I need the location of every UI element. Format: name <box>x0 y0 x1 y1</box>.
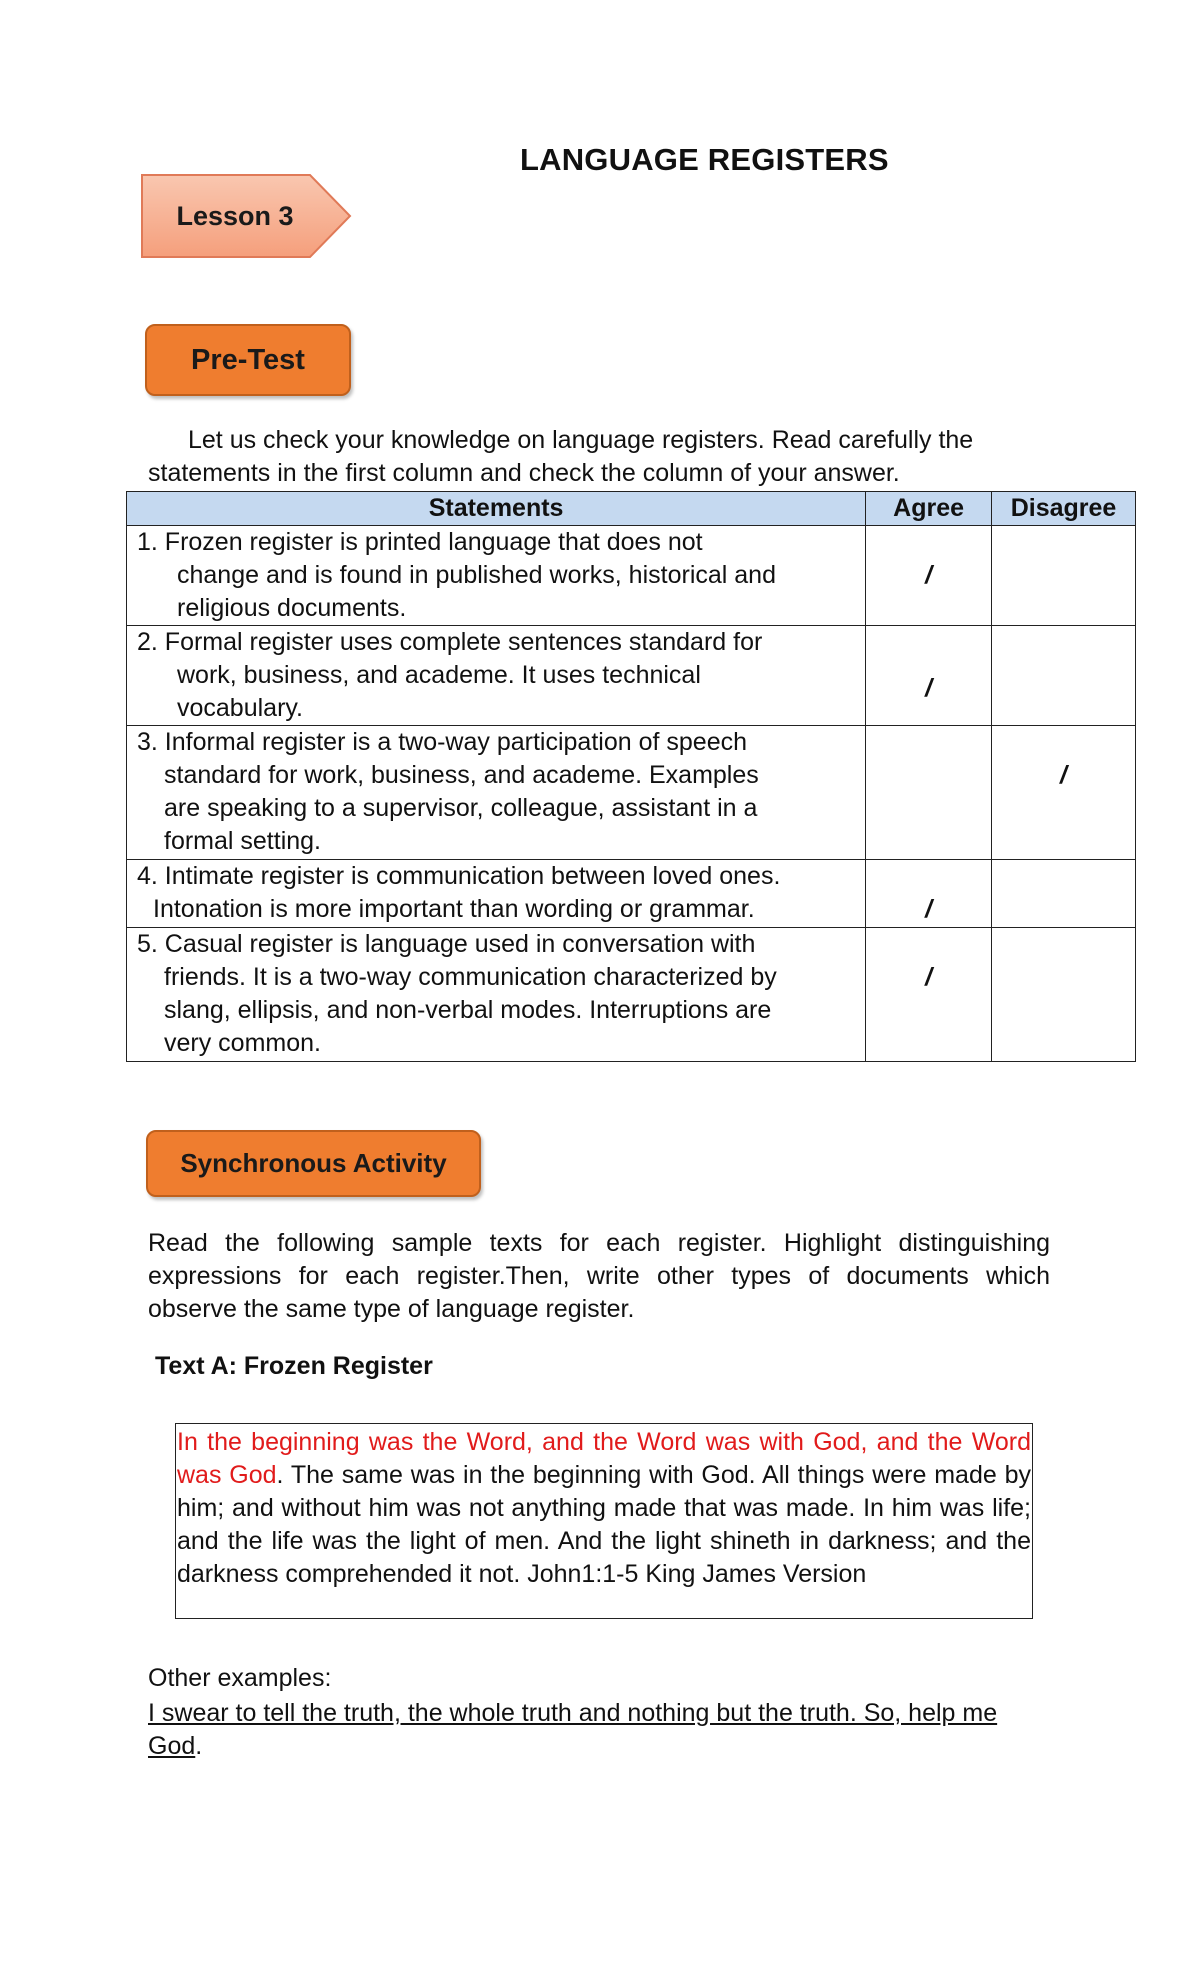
highlighted-expression: In the beginning was the Word, and the Word was with God, and the Word was God <box>177 1428 1031 1489</box>
intro-line-1: Let us check your knowledge on language registers. Read carefully the <box>188 426 974 454</box>
table-row <box>127 626 1136 726</box>
statement-line: formal setting. <box>164 827 322 855</box>
agree-mark[interactable]: / <box>866 626 992 726</box>
intro-paragraph <box>148 424 1078 490</box>
statement-line: religious documents. <box>177 594 407 622</box>
statement-line: slang, ellipsis, and non-verbal modes. Interruptions are <box>164 996 772 1024</box>
table-row <box>127 860 1136 928</box>
header-statements: Statements <box>127 492 866 526</box>
intro-line-2: statements in the first column and check the column of your answer. <box>148 459 900 487</box>
statement-line: 2. Formal register uses complete sentences standard for <box>137 628 763 656</box>
sync-instructions: Read the following sample texts for each register. Highlight distinguishing expressions for each register.Then, write other types of documents which observe the same type of language register. <box>148 1229 1050 1323</box>
text-a-heading: Text A: Frozen Register <box>155 1352 433 1380</box>
agree-mark[interactable]: / <box>866 928 992 1062</box>
statement-line: 3. Informal register is a two-way participation of speech <box>137 728 747 756</box>
statement-line: friends. It is a two-way communication characterized by <box>164 963 777 991</box>
page-title: LANGUAGE REGISTERS <box>520 142 889 177</box>
table-row <box>127 526 1136 626</box>
table-row <box>127 726 1136 860</box>
example-tail: . <box>195 1732 203 1760</box>
statement-line: 4. Intimate register is communication between loved ones. <box>137 862 781 890</box>
table-header-row <box>127 492 1136 526</box>
statement-line: work, business, and academe. It uses technical <box>177 661 701 689</box>
statement-line: very common. <box>164 1029 321 1057</box>
statement-cell <box>127 928 866 1062</box>
statement-cell <box>127 526 866 626</box>
statement-line: change and is found in published works, historical and <box>177 561 776 589</box>
disagree-mark[interactable] <box>992 526 1136 626</box>
agree-mark[interactable]: / <box>866 526 992 626</box>
synchronous-activity-banner: Synchronous Activity <box>146 1130 481 1197</box>
header-agree: Agree <box>866 492 992 526</box>
agree-mark[interactable] <box>866 726 992 860</box>
statement-line: 5. Casual register is language used in conversation with <box>137 930 756 958</box>
other-example-text <box>148 1697 1048 1763</box>
statements-table <box>126 491 1136 1062</box>
pre-test-banner: Pre-Test <box>145 324 351 396</box>
statement-cell <box>127 726 866 860</box>
agree-mark[interactable]: / <box>866 860 992 928</box>
disagree-mark[interactable] <box>992 626 1136 726</box>
disagree-mark[interactable]: / <box>992 726 1136 860</box>
table-row <box>127 928 1136 1062</box>
statement-line: standard for work, business, and academe. Examples <box>164 761 759 789</box>
frozen-register-text-box <box>175 1423 1033 1619</box>
statement-line: vocabulary. <box>177 694 303 722</box>
other-examples-label: Other examples: <box>148 1664 332 1692</box>
statement-line: 1. Frozen register is printed language that does not <box>137 528 703 556</box>
disagree-mark[interactable] <box>992 860 1136 928</box>
statement-line: are speaking to a supervisor, colleague, assistant in a <box>164 794 758 822</box>
statement-cell <box>127 626 866 726</box>
statement-cell <box>127 860 866 928</box>
header-disagree: Disagree <box>992 492 1136 526</box>
disagree-mark[interactable] <box>992 928 1136 1062</box>
passage-text: . The same was in the beginning with God. All things were made by him; and without him was not anything made that was made. In him was life; and the life was the light of men. And the light shineth in darkness; and the darkness comprehended it not. John1:1-5 King James Version <box>177 1461 1031 1588</box>
lesson-tag: Lesson 3 <box>176 200 294 231</box>
statement-line: Intonation is more important than wording or grammar. <box>153 895 755 923</box>
example-underlined: I swear to tell the truth, the whole truth and nothing but the truth. So, help me God <box>148 1699 998 1760</box>
